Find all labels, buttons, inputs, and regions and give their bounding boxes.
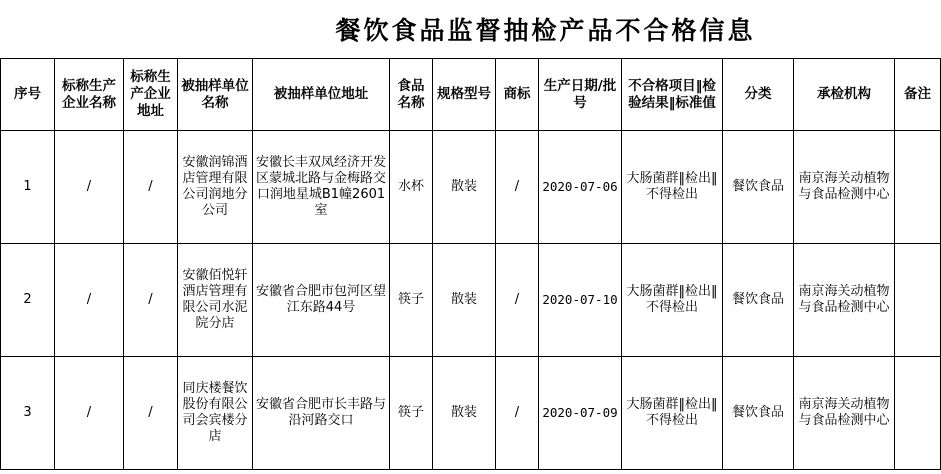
cell-category: 餐饮食品 <box>723 357 794 470</box>
cell-sampled-addr: 安徽省合肥市包河区望江东路44号 <box>253 244 390 357</box>
header-lab: 承检机构 <box>794 59 895 131</box>
table-row <box>1 244 941 357</box>
cell-sampled-addr: 安徽省合肥市长丰路与沿河路交口 <box>253 357 390 470</box>
cell-lab: 南京海关动植物与食品检测中心 <box>794 131 895 244</box>
cell-sampled-name: 同庆楼餐饮股份有限公司会宾楼分店 <box>178 357 253 470</box>
cell-seq: 2 <box>1 244 55 357</box>
cell-item: 大肠菌群‖检出‖不得检出 <box>622 131 723 244</box>
header-spec: 规格型号 <box>433 59 496 131</box>
header-sampled-addr: 被抽样单位地址 <box>253 59 390 131</box>
cell-seq: 3 <box>1 357 55 470</box>
cell-lab: 南京海关动植物与食品检测中心 <box>794 244 895 357</box>
cell-seq: 1 <box>1 131 55 244</box>
cell-producer-addr: / <box>124 357 178 470</box>
cell-producer-name: / <box>55 357 124 470</box>
cell-item: 大肠菌群‖检出‖不得检出 <box>622 357 723 470</box>
cell-sampled-name: 安徽佰悦轩酒店管理有限公司水泥院分店 <box>178 244 253 357</box>
cell-producer-name: / <box>55 244 124 357</box>
cell-spec: 散装 <box>433 244 496 357</box>
cell-spec: 散装 <box>433 357 496 470</box>
table-header-row <box>1 59 941 131</box>
cell-brand: / <box>496 357 539 470</box>
header-seq: 序号 <box>1 59 55 131</box>
cell-producer-name: / <box>55 131 124 244</box>
cell-note <box>895 131 941 244</box>
cell-date: 2020-07-09 <box>539 357 622 470</box>
header-food-name: 食品名称 <box>390 59 433 131</box>
cell-note <box>895 357 941 470</box>
table-row <box>1 357 941 470</box>
header-brand: 商标 <box>496 59 539 131</box>
table-row <box>1 131 941 244</box>
cell-category: 餐饮食品 <box>723 244 794 357</box>
header-date: 生产日期/批号 <box>539 59 622 131</box>
cell-note <box>895 244 941 357</box>
cell-brand: / <box>496 131 539 244</box>
cell-date: 2020-07-10 <box>539 244 622 357</box>
header-sampled-name: 被抽样单位名称 <box>178 59 253 131</box>
cell-lab: 南京海关动植物与食品检测中心 <box>794 357 895 470</box>
cell-item: 大肠菌群‖检出‖不得检出 <box>622 244 723 357</box>
header-producer-addr: 标称生产企业地址 <box>124 59 178 131</box>
cell-sampled-name: 安徽润锦酒店管理有限公司润地分公司 <box>178 131 253 244</box>
inspection-table <box>0 58 941 470</box>
cell-food-name: 筷子 <box>390 244 433 357</box>
cell-spec: 散装 <box>433 131 496 244</box>
page-title: 餐饮食品监督抽检产品不合格信息 <box>335 16 756 45</box>
header-item: 不合格项目‖检验结果‖标准值 <box>622 59 723 131</box>
cell-producer-addr: / <box>124 131 178 244</box>
cell-food-name: 筷子 <box>390 357 433 470</box>
cell-category: 餐饮食品 <box>723 131 794 244</box>
cell-sampled-addr: 安徽长丰双凤经济开发区蒙城北路与金梅路交口润地星城B1幢2601室 <box>253 131 390 244</box>
cell-producer-addr: / <box>124 244 178 357</box>
cell-date: 2020-07-06 <box>539 131 622 244</box>
header-note: 备注 <box>895 59 941 131</box>
cell-food-name: 水杯 <box>390 131 433 244</box>
header-category: 分类 <box>723 59 794 131</box>
cell-brand: / <box>496 244 539 357</box>
header-producer-name: 标称生产企业名称 <box>55 59 124 131</box>
